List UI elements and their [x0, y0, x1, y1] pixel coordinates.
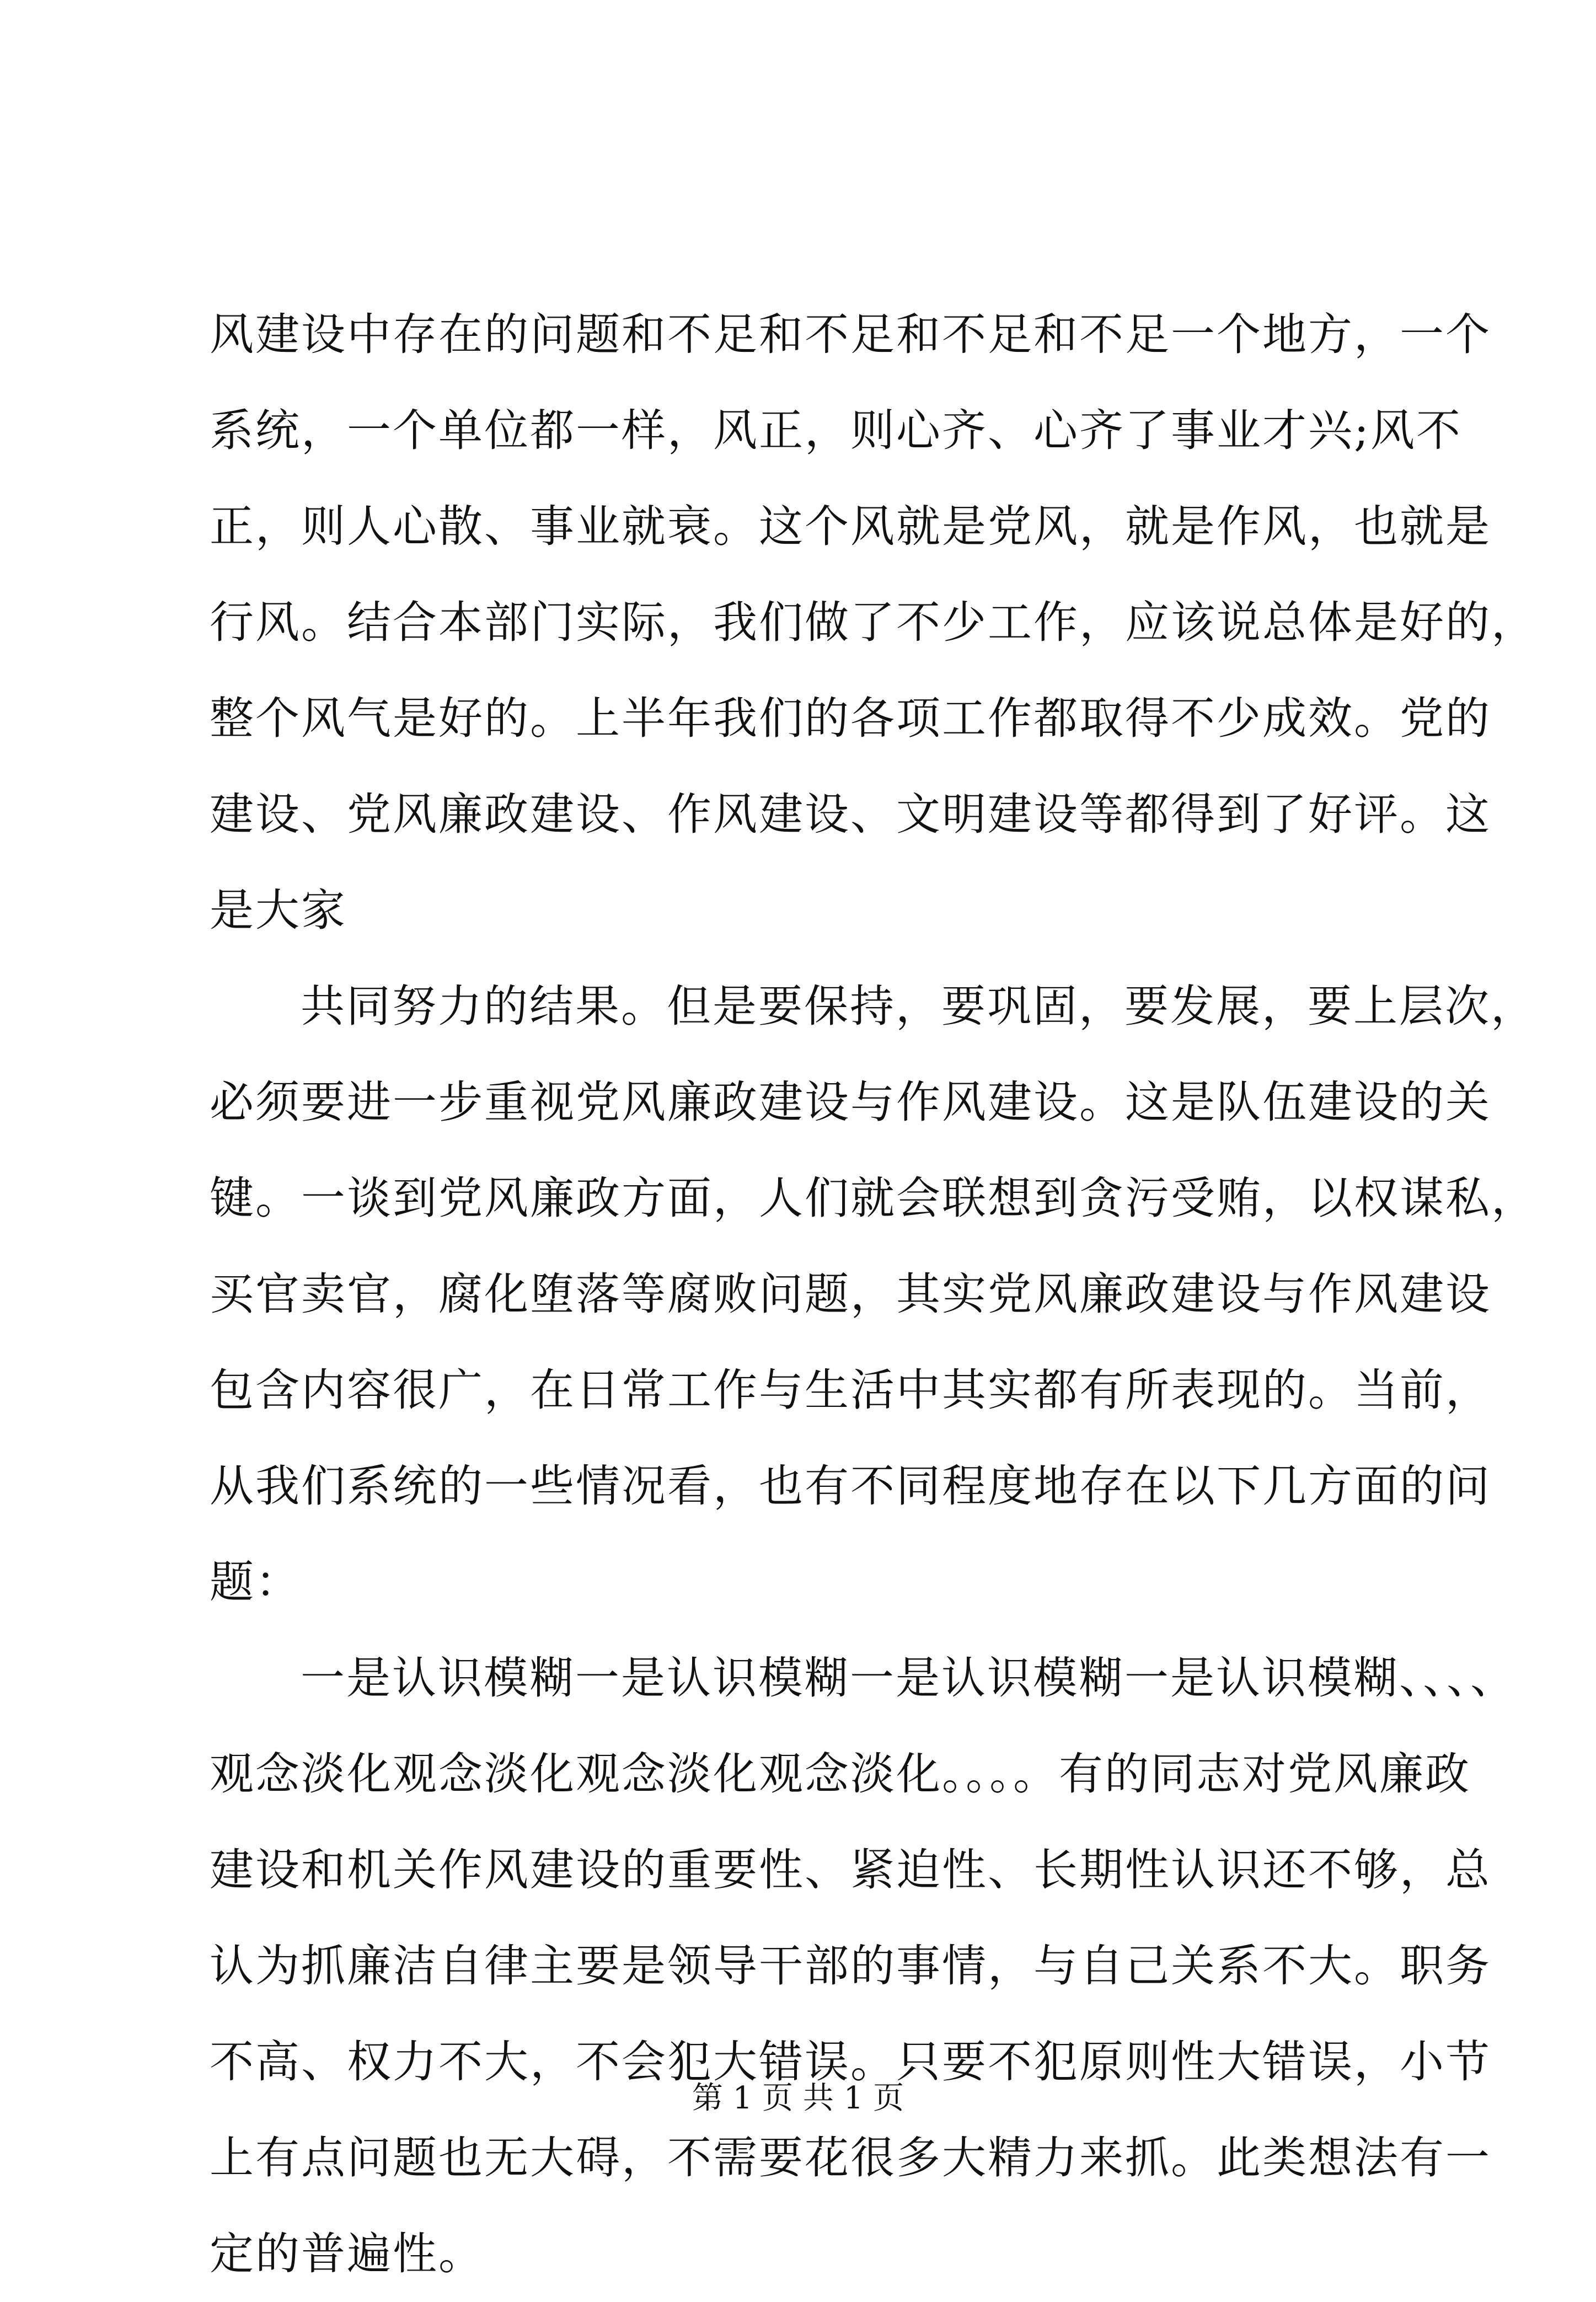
text-line: 买官卖官，腐化堕落等腐败问题，其实党风廉政建设与作风建设: [210, 1268, 1491, 1320]
page-footer: [0, 2076, 1596, 2121]
text-line: 系统，一个单位都一样，风正，则心齐、心齐了事业才兴;风不: [210, 405, 1462, 456]
text-line: 观念淡化观念淡化观念淡化观念淡化。。。。有的同志对党风廉政: [210, 1748, 1471, 1800]
text-line: 行风。结合本部门实际，我们做了不少工作，应该说总体是好的，: [210, 597, 1537, 648]
text-line: 风建设中存在的问题和不足和不足和不足和不足一个地方，一个: [210, 309, 1491, 360]
text-line: 建设和机关作风建设的重要性、紧迫性、长期性认识还不够，总: [210, 1844, 1491, 1896]
text-line: 正，则人心散、事业就衰。这个风就是党风，就是作风，也就是: [210, 501, 1491, 552]
text-line: 定的普遍性。: [210, 2228, 484, 2279]
document-body: [210, 287, 1537, 2302]
text-line: 认为抓廉洁自律主要是领导干部的事情，与自己关系不大。职务: [210, 1940, 1491, 1992]
text-line: 是大家: [210, 885, 347, 936]
text-line: 键。一谈到党风廉政方面，人们就会联想到贪污受贿，以权谋私，: [210, 1173, 1537, 1224]
text-line: 不高、权力不大，不会犯大错误。只要不犯原则性大错误，小节: [210, 2036, 1491, 2087]
text-line: 题：: [210, 1556, 301, 1608]
text-line: 整个风气是好的。上半年我们的各项工作都取得不少成效。党的: [210, 693, 1491, 744]
paragraph-first-line: 共同努力的结果。但是要保持，要巩固，要发展，要上层次，: [301, 981, 1536, 1032]
paragraph-first-line: 一是认识模糊一是认识模糊一是认识模糊一是认识模糊、、、、: [301, 1652, 1516, 1704]
page-number: 第 1 页 共 1 页: [692, 2080, 904, 2116]
text-line: 建设、党风廉政建设、作风建设、文明建设等都得到了好评。这: [210, 789, 1491, 840]
text-line: 必须要进一步重视党风廉政建设与作风建设。这是队伍建设的关: [210, 1077, 1491, 1128]
text-line: 上有点问题也无大碍，不需要花很多大精力来抓。此类想法有一: [210, 2132, 1491, 2183]
text-line: 从我们系统的一些情况看，也有不同程度地存在以下几方面的问: [210, 1460, 1491, 1512]
text-line: 包含内容很广，在日常工作与生活中其实都有所表现的。当前，: [210, 1364, 1491, 1416]
